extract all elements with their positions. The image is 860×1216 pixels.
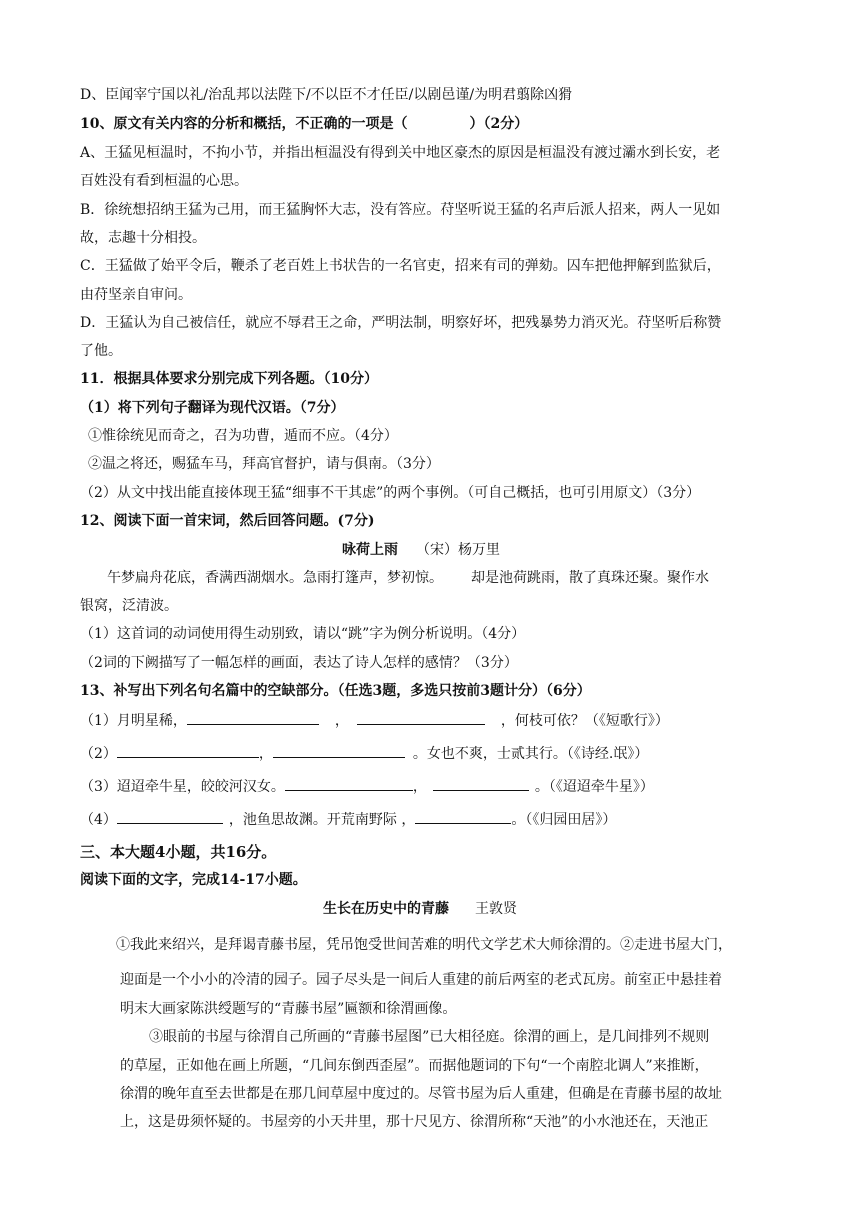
article-para2-line2: 的草屋，正如他在画上所题，“几间东倒西歪屋”。而据他题词的下句“一个南腔北调人”来推断， — [120, 1058, 709, 1074]
q11-item2: ②温之将还，赐猛车马，拜高官督护，请与俱南。（3分） — [88, 456, 440, 472]
q11-sub1: （1）将下列句子翻译为现代汉语。（7分） — [80, 400, 345, 416]
q13-blank-3a[interactable] — [285, 776, 413, 791]
q13-line1-comma: ， — [334, 713, 349, 729]
q13-line4-start: （4） — [80, 812, 117, 828]
q13-line2-start: （2） — [80, 746, 117, 762]
q13-blank-3b[interactable] — [433, 776, 529, 791]
q12-poem-line2: 银窝，泛清波。 — [80, 598, 178, 614]
q10-option-c-line2: 由苻坚亲自审问。 — [80, 287, 192, 303]
q13-line1-end: ，何枝可依？（《短歌行》） — [500, 713, 669, 729]
q13-line4 — [80, 809, 616, 830]
q13-stem: 13、补写出下列名句名篇中的空缺部分。（任选3题，多选只按前3题计分）（6分） — [80, 683, 591, 699]
q13-line4-end: 。（《归园田居》） — [511, 812, 617, 828]
q9-option-d: D、臣闻宰宁国以礼/治乱邦以法陛下/不以臣不才任臣/以剧邑谨/为明君翦除凶猾 — [80, 87, 573, 103]
q12-poem-author: （宋）杨万里 — [416, 542, 500, 558]
q10-stem-text: 10、原文有关内容的分析和概括，不正确的一项是（ — [80, 116, 408, 132]
q13-blank-4b[interactable] — [415, 809, 511, 824]
q10-option-a-line2: 百姓没有看到桓温的心思。 — [80, 173, 248, 189]
article-para2-line3: 徐渭的晚年直至去世都是在那几间草屋中度过的。尽管书屋为后人重建，但确是在青藤书屋的故址 — [120, 1086, 722, 1102]
q13-line3-start: （3）迢迢牵牛星，皎皎河汉女。 — [80, 779, 285, 795]
q13-blank-2b[interactable] — [273, 743, 405, 758]
section3-instruction: 阅读下面的文字，完成14-17小题。 — [80, 872, 307, 888]
article-heading — [323, 899, 517, 919]
q13-line3 — [80, 776, 654, 797]
q10-option-b-line2: 故，志趣十分相投。 — [80, 230, 206, 246]
q10-option-d-line1: D．王猛认为自己被信任，就应不辱君王之命，严明法制，明察好坏，把残暴势力消灭光。苻坚听后称赞 — [80, 315, 722, 331]
article-para2-line4: 上，这是毋须怀疑的。书屋旁的小天井里，那十尺见方、徐渭所称“天池”的小水池还在，天池正 — [120, 1114, 709, 1130]
q12-poem-upper: 午梦扁舟花底，香满西湖烟水。急雨打篷声，梦初惊。 — [107, 570, 443, 586]
q13-line2-end: 。女也不爽，士贰其行。（《诗经.氓》） — [412, 746, 649, 762]
q10-stem — [80, 114, 528, 134]
q13-line1-start: （1）月明星稀， — [80, 713, 187, 729]
section3-heading: 三、本大题4小题，共16分。 — [80, 843, 277, 861]
q12-poem-line1 — [107, 568, 709, 588]
article-para1-line3: 明末大画家陈洪绶题写的“青藤书屋”匾额和徐渭画像。 — [120, 1001, 457, 1017]
q11-item1: ①惟徐统见而奇之，召为功曹，遁而不应。（4分） — [88, 428, 398, 444]
q13-line3-end: 。（《迢迢牵牛星》） — [534, 779, 654, 795]
article-para1-line2: 迎面是一个小小的冷清的园子。园子尽头是一间后人重建的前后两室的老式瓦房。前室正中悬挂着 — [120, 972, 722, 988]
q12-poem-lower: 却是池荷跳雨，散了真珠还聚。聚作水 — [471, 570, 709, 586]
q13-blank-1a[interactable] — [187, 710, 319, 725]
q10-option-c-line1: C．王猛做了始平令后，鞭杀了老百姓上书状告的一名官吏，招来有司的弹劾。囚车把他押解到监狱后， — [80, 258, 721, 274]
q12-sub1: （1）这首词的动词使用得生动别致，请以“跳”字为例分析说明。（4分） — [80, 626, 526, 642]
article-author: 王敦贤 — [475, 901, 517, 917]
q13-line1 — [80, 710, 669, 731]
q13-line4-mid: ，池鱼思故渊。开荒南野际 ， — [228, 812, 416, 828]
article-title: 生长在历史中的青藤 — [323, 901, 449, 917]
q13-blank-1b[interactable] — [357, 710, 485, 725]
q12-poem-heading — [342, 540, 500, 560]
q10-option-a-line1: A、王猛见桓温时，不拘小节，并指出桓温没有得到关中地区豪杰的原因是桓温没有渡过灞水到长安，老 — [80, 145, 721, 161]
q11-sub2: （2）从文中找出能直接体现王猛“细事不干其虑”的两个事例。（可自己概括，也可引用原文）（3分） — [80, 485, 701, 501]
q13-line3-comma: ， — [412, 779, 427, 795]
article-para1-line1: ①我此来绍兴，是拜谒青藤书屋，凭吊饱受世间苦难的明代文学艺术大师徐渭的。②走进书屋大门， — [116, 937, 732, 953]
article-para2-line1: ③眼前的书屋与徐渭自己所画的“青藤书屋图”已大相径庭。徐渭的画上，是几间排列不规则 — [149, 1029, 710, 1045]
q11-stem: 11．根据具体要求分别完成下列各题。（10分） — [80, 371, 378, 387]
q13-line2-comma: ， — [258, 746, 273, 762]
q10-option-d-line2: 了他。 — [80, 343, 122, 359]
q12-poem-title: 咏荷上雨 — [342, 542, 398, 558]
q12-stem: 12、阅读下面一首宋词，然后回答问题。(7分) — [80, 513, 375, 529]
q10-option-b-line1: B．徐统想招纳王猛为己用，而王猛胸怀大志，没有答应。苻坚听说王猛的名声后派人招来，两人一见如 — [80, 202, 721, 218]
q10-stem-tail: ）（2分） — [469, 116, 529, 132]
q12-sub2: （2词的下阙描写了一幅怎样的画面，表达了诗人怎样的感情？（3分） — [80, 655, 518, 671]
q13-line2 — [80, 743, 648, 764]
q13-blank-2a[interactable] — [117, 743, 259, 758]
q13-blank-4a[interactable] — [117, 809, 223, 824]
